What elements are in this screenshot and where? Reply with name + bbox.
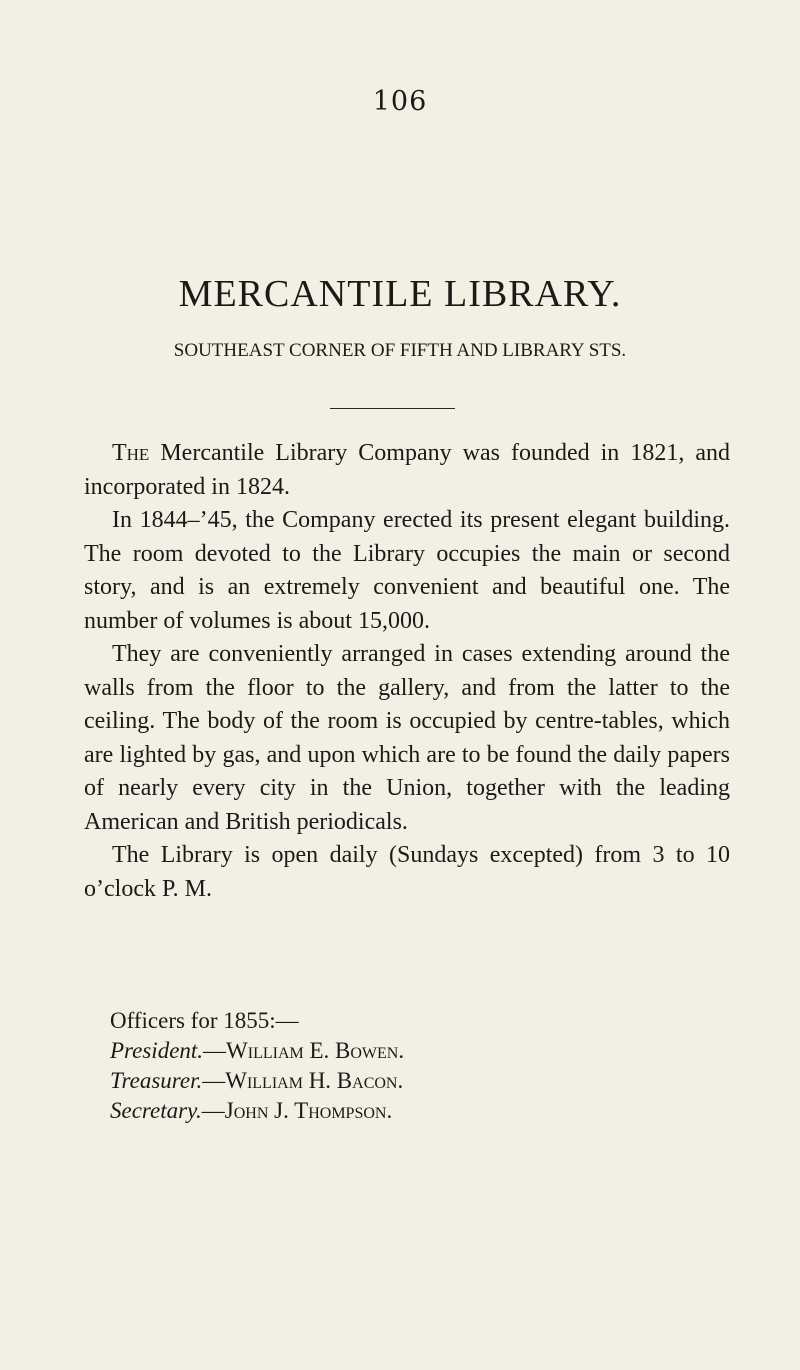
officer-entry — [110, 1036, 730, 1066]
page-title: MERCANTILE LIBRARY. — [178, 273, 622, 315]
officers-heading: Officers for 1855:— — [110, 1008, 299, 1033]
officer-role: Secretary. — [110, 1098, 202, 1123]
paragraph — [84, 437, 730, 504]
officer-entry — [110, 1096, 730, 1126]
officer-role: Treasurer. — [110, 1068, 203, 1093]
paragraph: The Library is open daily (Sundays excepted) from 3 to 10 o’clock P. M. — [84, 842, 730, 902]
page-number: 106 — [372, 86, 428, 117]
officer-name: —William E. Bowen. — [203, 1038, 405, 1063]
paragraph-text: Mercantile Library Company was founded in 1821, and incorporated in 1824. — [84, 440, 730, 500]
body-text — [84, 437, 730, 906]
officer-role: President. — [110, 1038, 204, 1063]
officer-entry — [110, 1066, 730, 1096]
paragraph: They are conveniently arranged in cases extending around the walls from the floor to the gallery, and from the latter to the ceiling. The body of the room is occupied by centre-tables, which are lighted by gas, and upon which are to be found the daily papers of nearly every city in the Union, together with the leading American and British periodicals. — [84, 641, 730, 835]
section-divider — [330, 408, 455, 409]
officers-list — [110, 1006, 730, 1126]
officer-name: —William H. Bacon. — [202, 1068, 404, 1093]
officer-name: —John J. Thompson. — [201, 1098, 393, 1123]
paragraph-lead: The — [112, 440, 150, 466]
page-subtitle: SOUTHEAST CORNER OF FIFTH AND LIBRARY STS. — [173, 340, 627, 361]
paragraph: In 1844–’45, the Company erected its present elegant building. The room devoted to the Library occupies the main or second story, and is an extremely convenient and beautiful one. The number of volumes is about 15,000. — [84, 507, 730, 634]
